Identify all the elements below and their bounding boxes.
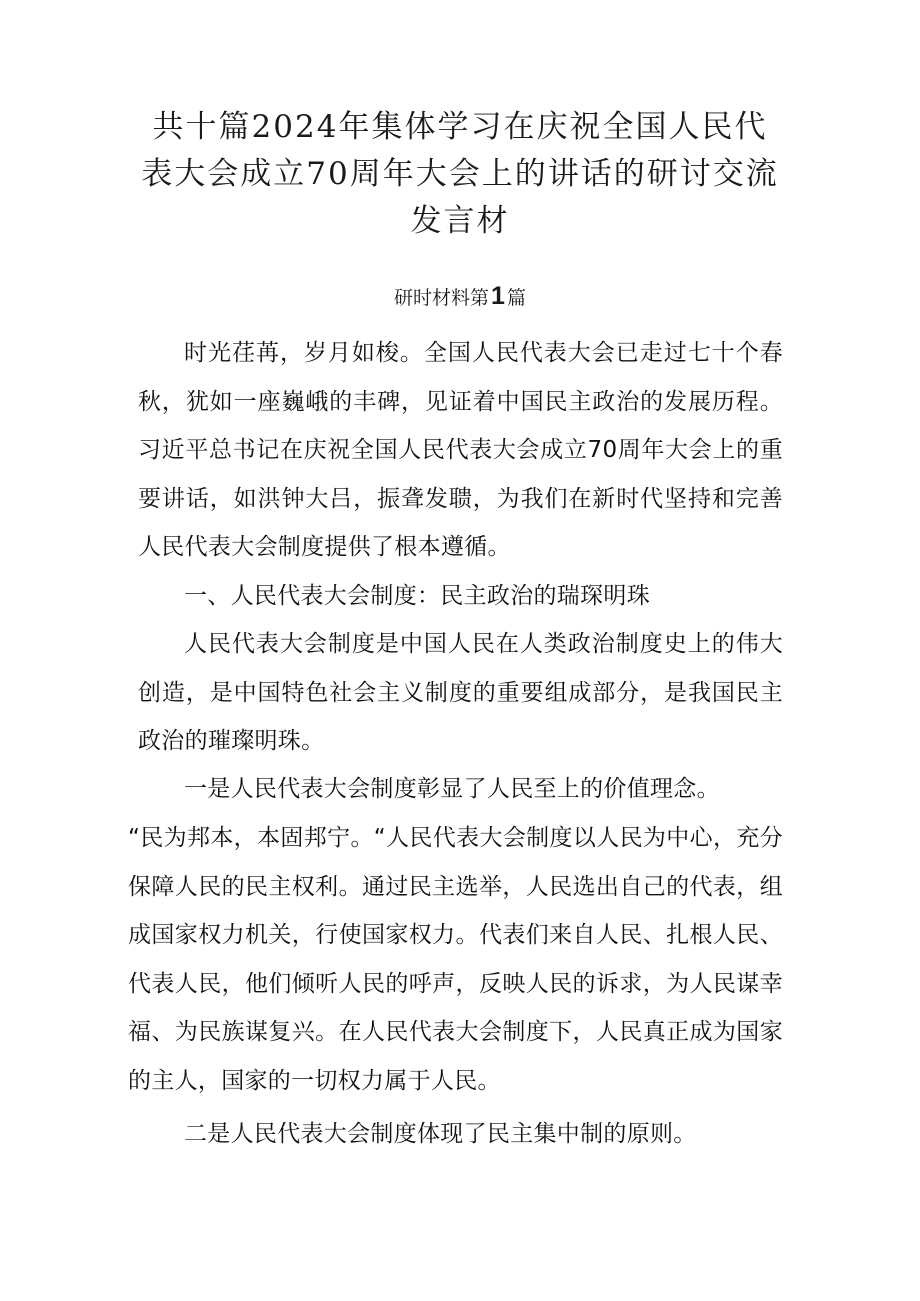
point-heading-2: 二是人民代表大会制度体现了民主集中制的原则。 [184,1121,697,1147]
paragraph-point-1: “民为邦本，本固邦宁。“人民代表大会制度以人民为中心，充分保障人民的民主权利。通过民主选举，人民选出自己的代表，组成国家权力机关，行使国家权力。代表们来自人民、扎根人民、代表人民，他们倾听人民的呼声，反映人民的诉求，为人民谋幸福、为民族谋复兴。在人民代表大会制度下，人民真正成为国家的主人，国家的一切权力属于人民。 [128,825,783,1094]
subtitle-suffix: 篇 [506,287,526,309]
document-title: 共十篇2024年集体学习在庆祝全国人民代表大会成立70周年大会上的讲话的研讨交流发言材 [141,109,779,239]
paragraph-intro: 时光荏苒，岁月如梭。全国人民代表大会已走过七十个春秋，犹如一座巍峨的丰碑，见证着中国民主政治的发展历程。习近平总书记在庆祝全国人民代表大会成立70周年大会上的重要讲话，如洪钟大吕，振聋发聩，为我们在新时代坚持和完善人民代表大会制度提供了根本遵循。 [138,340,783,561]
paragraph-section-1: 人民代表大会制度是中国人民在人类政治制度史上的伟大创造，是中国特色社会主义制度的重要组成部分，是我国民主政治的璀璨明珠。 [138,631,783,755]
section-heading-1: 一、人民代表大会制度：民主政治的瑞琛明珠 [184,583,650,609]
point-heading-1: 一是人民代表大会制度彰显了人民至上的价值理念。 [184,776,720,802]
subtitle-number: 1 [491,282,505,310]
document-subtitle [0,282,920,312]
subtitle-prefix: 研时材料第 [394,287,490,309]
